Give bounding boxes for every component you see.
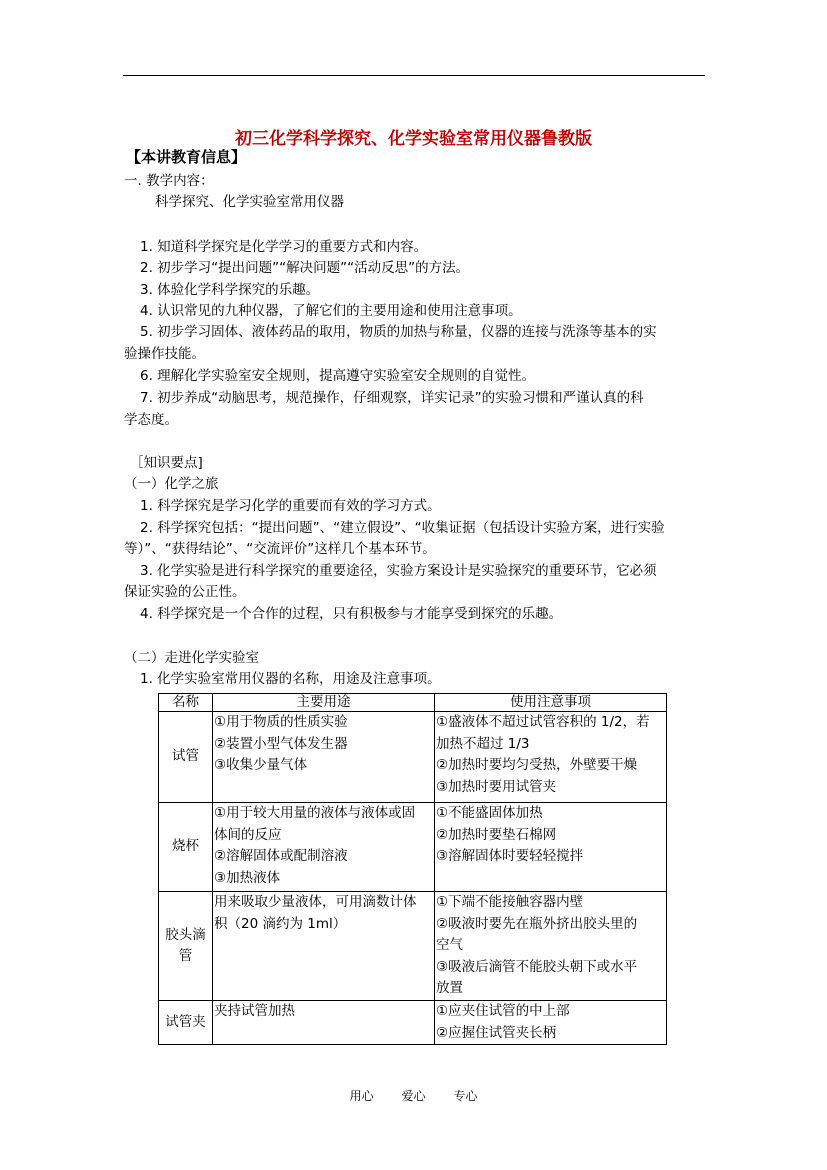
use-line: ③收集少量气体 (214, 757, 308, 773)
note-line: ①下端不能接触容器内壁 (436, 894, 584, 910)
use-line: 体间的反应 (214, 826, 282, 843)
page-footer (0, 1087, 827, 1104)
use-line: 夹持试管加热 (214, 1003, 295, 1019)
note-line: 加热不超过 1/3 (436, 735, 530, 752)
note-line: ②吸液时要先在瓶外挤出胶头里的 (436, 915, 638, 932)
instrument-uses (213, 712, 435, 803)
table-row (159, 1001, 667, 1045)
use-line: 积（20 滴约为 1ml） (214, 915, 347, 932)
note-line: ①盛液体不超过试管容积的 1/2，若 (436, 714, 650, 730)
instrument-uses (213, 1001, 435, 1045)
column-header-name: 名称 (159, 694, 213, 712)
table-header-row (159, 694, 667, 712)
instrument-name: 试管夹 (159, 1001, 213, 1045)
section-header: 【本讲教育信息】 (126, 148, 247, 166)
instrument-notes (435, 712, 667, 803)
note-line: ③加热时要用试管夹 (436, 778, 557, 795)
note-line: 空气 (436, 937, 463, 953)
column-header-notes: 使用注意事项 (435, 694, 667, 712)
part1-heading: （一）化学之旅 (124, 476, 219, 492)
objective-2: 2. 初步学习“提出问题”“解决问题”“活动反思”的方法。 (140, 260, 470, 276)
part1-item-2: 2. 科学探究包括：“提出问题”、“建立假设”、“收集证据（包括设计实验方案，进行实验 (140, 520, 665, 536)
objective-3: 3. 体验化学科学探究的乐趣。 (140, 282, 320, 298)
objective-7: 7. 初步养成“动脑思考，规范操作，仔细观察，详实记录”的实验习惯和严谨认真的科 (140, 390, 644, 406)
part1-item-2-cont: 等）”、“获得结论”、“交流评价”这样几个基本环节。 (124, 541, 436, 557)
objective-5: 5. 初步学习固体、液体药品的取用，物质的加热与称量，仪器的连接与洗涤等基本的实 (140, 324, 657, 340)
use-line: ①用于物质的性质实验 (214, 714, 348, 730)
part2-item-1: 1. 化学实验室常用仪器的名称，用途及注意事项。 (140, 671, 441, 687)
content-topic: 科学探究、化学实验室常用仪器 (155, 194, 344, 210)
use-line: 用来吸取少量液体，可用滴数计体 (214, 894, 417, 910)
instrument-name: 烧杯 (159, 803, 213, 892)
objective-1: 1. 知道科学探究是化学学习的重要方式和内容。 (140, 239, 428, 255)
objective-4: 4. 认识常见的九种仪器，了解它们的主要用途和使用注意事项。 (140, 303, 522, 319)
part1-item-4: 4. 科学探究是一个合作的过程，只有积极参与才能享受到探究的乐趣。 (140, 606, 563, 622)
table-row (159, 712, 667, 803)
table-row (159, 892, 667, 1001)
page-title: 初三化学科学探究、化学实验室常用仪器鲁教版 (235, 129, 592, 149)
instrument-table (158, 693, 667, 1045)
instrument-name: 试管 (159, 712, 213, 803)
instrument-uses (213, 892, 435, 1001)
content-heading: 一. 教学内容： (124, 173, 214, 189)
note-line: 放置 (436, 980, 463, 996)
note-line: ①应夹住试管的中上部 (436, 1003, 570, 1019)
note-line: ③溶解固体时要轻轻搅拌 (436, 848, 584, 864)
footer-text: 用心 (349, 1089, 374, 1103)
part1-item-3: 3. 化学实验是进行科学探究的重要途径，实验方案设计是实验探究的重要环节，它必须 (140, 563, 657, 579)
note-line: ③吸液后滴管不能胶头朝下或水平 (436, 958, 638, 975)
instrument-notes (435, 803, 667, 892)
use-line: ②装置小型气体发生器 (214, 735, 348, 752)
knowledge-header: ［知识要点] (130, 455, 203, 471)
table-row (159, 803, 667, 892)
note-line: ①不能盛固体加热 (436, 805, 543, 821)
instrument-name: 胶头滴管 (159, 892, 213, 1001)
part1-item-3-cont: 保证实验的公正性。 (124, 584, 246, 600)
instrument-notes (435, 892, 667, 1001)
use-line: ③加热液体 (214, 869, 281, 886)
objective-7-cont: 学态度。 (124, 412, 178, 428)
objective-6: 6. 理解化学实验室安全规则，提高遵守实验室安全规则的自觉性。 (140, 368, 536, 384)
use-line: ②溶解固体或配制溶液 (214, 848, 348, 864)
objective-5-cont: 验操作技能。 (124, 346, 205, 362)
part2-heading: （二）走进化学实验室 (124, 650, 259, 666)
note-line: ②加热时要垫石棉网 (436, 826, 557, 843)
part1-item-1: 1. 科学探究是学习化学的重要而有效的学习方式。 (140, 498, 441, 514)
note-line: ②应握住试管夹长柄 (436, 1024, 557, 1041)
column-header-use: 主要用途 (213, 694, 435, 712)
instrument-notes (435, 1001, 667, 1045)
footer-text: 爱心 (401, 1089, 426, 1103)
note-line: ②加热时要均匀受热，外壁要干燥 (436, 757, 638, 773)
instrument-uses (213, 803, 435, 892)
header-rule (123, 75, 705, 76)
footer-text: 专心 (453, 1089, 478, 1103)
use-line: ①用于较大用量的液体与液体或固 (214, 805, 416, 821)
